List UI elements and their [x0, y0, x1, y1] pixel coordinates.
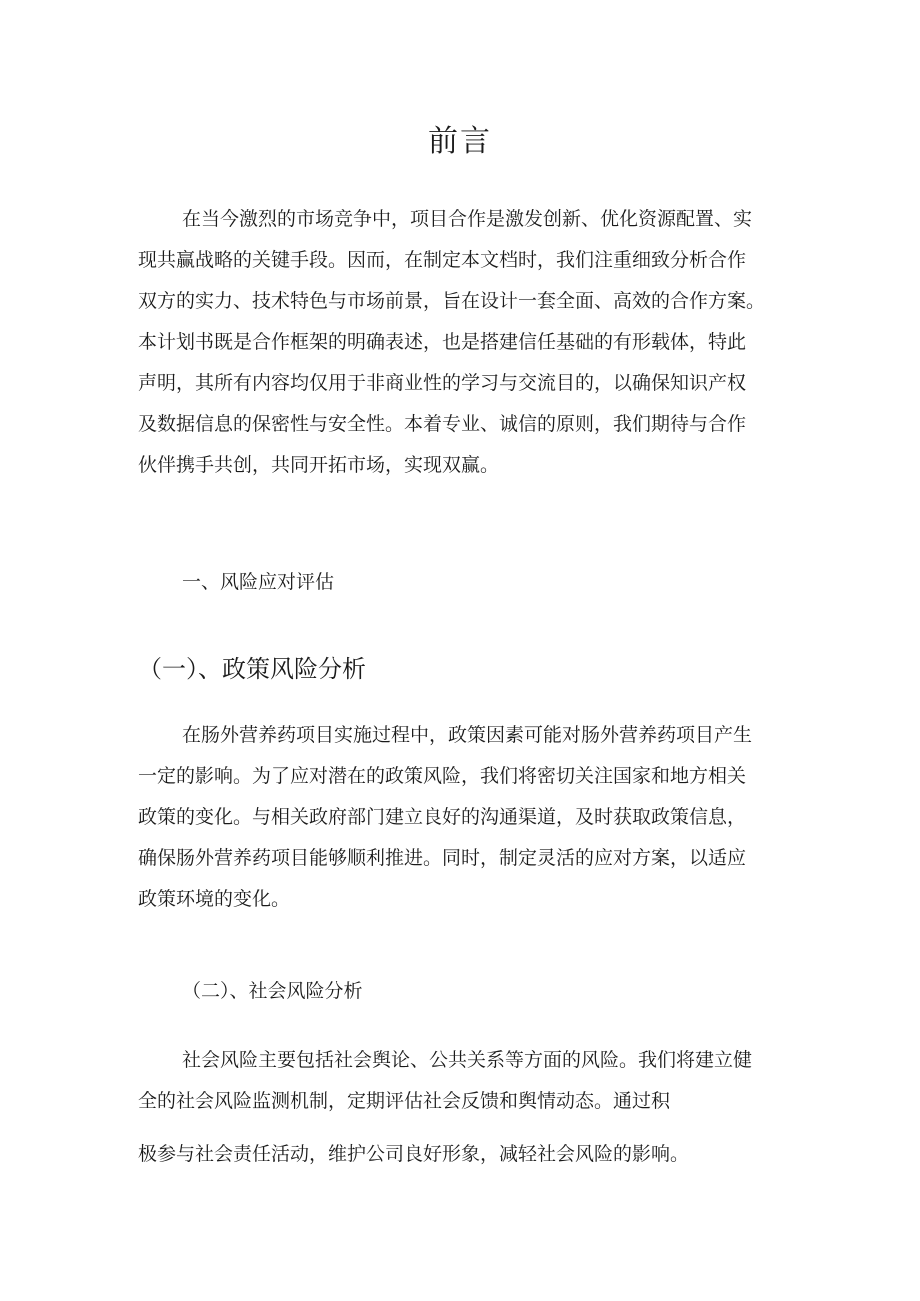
- policy-risk-line: 在肠外营养药项目实施过程中，政策因素可能对肠外营养药项目产生: [182, 724, 753, 746]
- preface-line: 在当今激烈的市场竞争中，项目合作是激发创新、优化资源配置、实: [182, 208, 753, 230]
- preface-line: 现共赢战略的关键手段。因而，在制定本文档时，我们注重细致分析合作: [138, 249, 747, 271]
- social-risk-line: 社会风险主要包括社会舆论、公共关系等方面的风险。我们将建立健: [182, 1049, 753, 1071]
- social-risk-line: 极参与社会责任活动，维护公司良好形象，减轻社会风险的影响。: [138, 1143, 690, 1165]
- policy-risk-line: 一定的影响。为了应对潜在的政策风险，我们将密切关注国家和地方相关: [138, 765, 747, 787]
- page-title: 前言: [428, 124, 492, 159]
- preface-line: 双方的实力、技术特色与市场前景，旨在设计一套全面、高效的合作方案。: [138, 290, 766, 312]
- policy-risk-line: 政策环境的变化。: [138, 888, 291, 910]
- section-heading: 一、风险应对评估: [182, 571, 335, 593]
- policy-risk-line: 政策的变化。与相关政府部门建立良好的沟通渠道，及时获取政策信息，: [138, 806, 747, 828]
- subsection-heading: （二）、社会风险分析: [182, 980, 363, 1002]
- preface-line: 及数据信息的保密性与安全性。本着专业、诚信的原则，我们期待与合作: [138, 413, 747, 435]
- preface-line: 伙伴携手共创，共同开拓市场，实现双赢。: [138, 454, 500, 476]
- preface-line: 声明，其所有内容均仅用于非商业性的学习与交流目的，以确保知识产权: [138, 372, 747, 394]
- social-risk-paragraph: [138, 1040, 788, 1175]
- preface-paragraph: [138, 199, 788, 486]
- preface-line: 本计划书既是合作框架的明确表述，也是搭建信任基础的有形载体，特此: [138, 331, 747, 353]
- policy-risk-paragraph: [138, 715, 788, 920]
- subsection-heading: （一）、政策风险分析: [138, 655, 366, 683]
- policy-risk-line: 确保肠外营养药项目能够顺利推进。同时，制定灵活的应对方案，以适应: [138, 847, 747, 869]
- social-risk-line: 全的社会风险监测机制，定期评估社会反馈和舆情动态。通过积: [138, 1090, 671, 1112]
